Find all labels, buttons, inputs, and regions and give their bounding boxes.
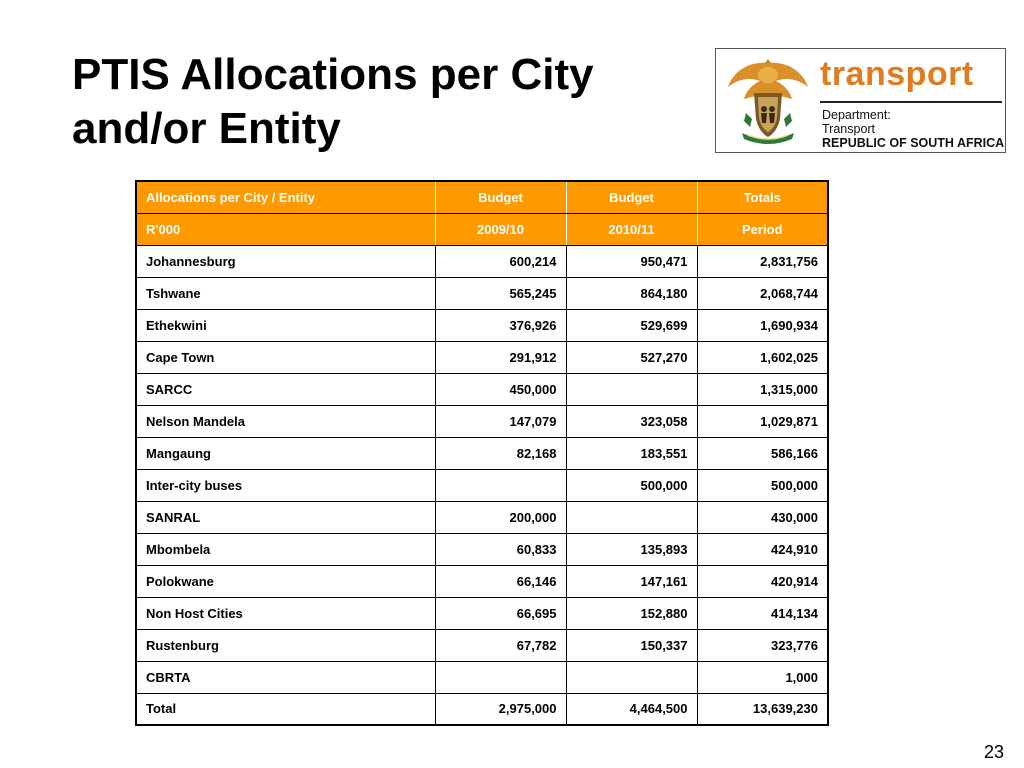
logo-wordmark: transport — [820, 55, 974, 93]
table-row — [136, 405, 828, 437]
cell-total-period: 586,166 — [697, 437, 828, 469]
cell-budget-2010 — [566, 501, 697, 533]
cell-total-period: 13,639,230 — [697, 693, 828, 725]
column-subheader-units: R'000 — [136, 213, 435, 245]
cell-entity: Johannesburg — [136, 245, 435, 277]
table-total-row — [136, 693, 828, 725]
cell-entity: Mbombela — [136, 533, 435, 565]
cell-total-period: 1,029,871 — [697, 405, 828, 437]
table-body — [136, 245, 828, 725]
cell-total-period: 1,000 — [697, 661, 828, 693]
logo-country-label: REPUBLIC OF SOUTH AFRICA — [822, 136, 1005, 150]
cell-budget-2009: 67,782 — [435, 629, 566, 661]
cell-budget-2009: 66,695 — [435, 597, 566, 629]
cell-entity: SANRAL — [136, 501, 435, 533]
column-subheader-period: Period — [697, 213, 828, 245]
page-number: 23 — [983, 742, 1004, 762]
cell-budget-2010: 147,161 — [566, 565, 697, 597]
table-row — [136, 597, 828, 629]
cell-total-period: 420,914 — [697, 565, 828, 597]
cell-budget-2010: 152,880 — [566, 597, 697, 629]
cell-entity: Nelson Mandela — [136, 405, 435, 437]
table-subheader-row — [136, 213, 828, 245]
column-subheader-year-2010: 2010/11 — [566, 213, 697, 245]
cell-entity: Inter-city buses — [136, 469, 435, 501]
cell-budget-2010: 135,893 — [566, 533, 697, 565]
cell-budget-2010: 864,180 — [566, 277, 697, 309]
cell-budget-2010: 950,471 — [566, 245, 697, 277]
cell-entity: Polokwane — [136, 565, 435, 597]
table-row — [136, 245, 828, 277]
cell-entity: Tshwane — [136, 277, 435, 309]
table-row — [136, 437, 828, 469]
column-header-budget-2009: Budget — [435, 181, 566, 213]
table-row — [136, 373, 828, 405]
cell-total-period: 424,910 — [697, 533, 828, 565]
cell-budget-2009: 60,833 — [435, 533, 566, 565]
cell-budget-2009: 450,000 — [435, 373, 566, 405]
cell-entity: Rustenburg — [136, 629, 435, 661]
cell-total-period: 1,690,934 — [697, 309, 828, 341]
cell-entity: Non Host Cities — [136, 597, 435, 629]
table-row — [136, 309, 828, 341]
cell-entity: Cape Town — [136, 341, 435, 373]
cell-total-period: 414,134 — [697, 597, 828, 629]
table-row — [136, 341, 828, 373]
logo-ministry-label: Transport — [822, 122, 876, 136]
logo-divider — [820, 101, 1002, 103]
cell-budget-2010: 529,699 — [566, 309, 697, 341]
cell-total-period: 1,315,000 — [697, 373, 828, 405]
cell-budget-2009: 82,168 — [435, 437, 566, 469]
cell-budget-2010 — [566, 661, 697, 693]
table-row — [136, 533, 828, 565]
cell-budget-2009 — [435, 469, 566, 501]
cell-budget-2009: 291,912 — [435, 341, 566, 373]
table-row — [136, 469, 828, 501]
table-row — [136, 565, 828, 597]
cell-entity: CBRTA — [136, 661, 435, 693]
cell-budget-2010: 527,270 — [566, 341, 697, 373]
table-row — [136, 629, 828, 661]
cell-total-period: 1,602,025 — [697, 341, 828, 373]
cell-budget-2009: 66,146 — [435, 565, 566, 597]
cell-entity: Mangaung — [136, 437, 435, 469]
slide-title-line2: and/or Entity — [72, 104, 341, 153]
cell-budget-2010: 323,058 — [566, 405, 697, 437]
cell-total-period: 2,831,756 — [697, 245, 828, 277]
cell-entity: Ethekwini — [136, 309, 435, 341]
cell-total-period: 2,068,744 — [697, 277, 828, 309]
column-header-budget-2010: Budget — [566, 181, 697, 213]
cell-budget-2009: 200,000 — [435, 501, 566, 533]
coat-of-arms-icon — [722, 53, 814, 149]
column-header-entity: Allocations per City / Entity — [136, 181, 435, 213]
cell-total-period: 323,776 — [697, 629, 828, 661]
column-header-totals: Totals — [697, 181, 828, 213]
cell-budget-2010 — [566, 373, 697, 405]
column-subheader-year-2009: 2009/10 — [435, 213, 566, 245]
cell-entity: Total — [136, 693, 435, 725]
logo-department-label: Department: — [822, 108, 891, 122]
cell-budget-2009 — [435, 661, 566, 693]
table-row — [136, 277, 828, 309]
cell-total-period: 430,000 — [697, 501, 828, 533]
allocations-table — [135, 180, 829, 726]
slide-title-line1: PTIS Allocations per City — [72, 50, 594, 99]
cell-budget-2009: 2,975,000 — [435, 693, 566, 725]
cell-budget-2009: 565,245 — [435, 277, 566, 309]
table-row — [136, 501, 828, 533]
table-row — [136, 661, 828, 693]
cell-budget-2009: 376,926 — [435, 309, 566, 341]
cell-budget-2010: 4,464,500 — [566, 693, 697, 725]
cell-budget-2009: 147,079 — [435, 405, 566, 437]
slide-title — [72, 48, 712, 156]
cell-budget-2010: 183,551 — [566, 437, 697, 469]
cell-budget-2010: 500,000 — [566, 469, 697, 501]
cell-budget-2009: 600,214 — [435, 245, 566, 277]
cell-budget-2010: 150,337 — [566, 629, 697, 661]
cell-entity: SARCC — [136, 373, 435, 405]
department-of-transport-logo — [715, 48, 1006, 153]
table-header-row — [136, 181, 828, 213]
cell-total-period: 500,000 — [697, 469, 828, 501]
